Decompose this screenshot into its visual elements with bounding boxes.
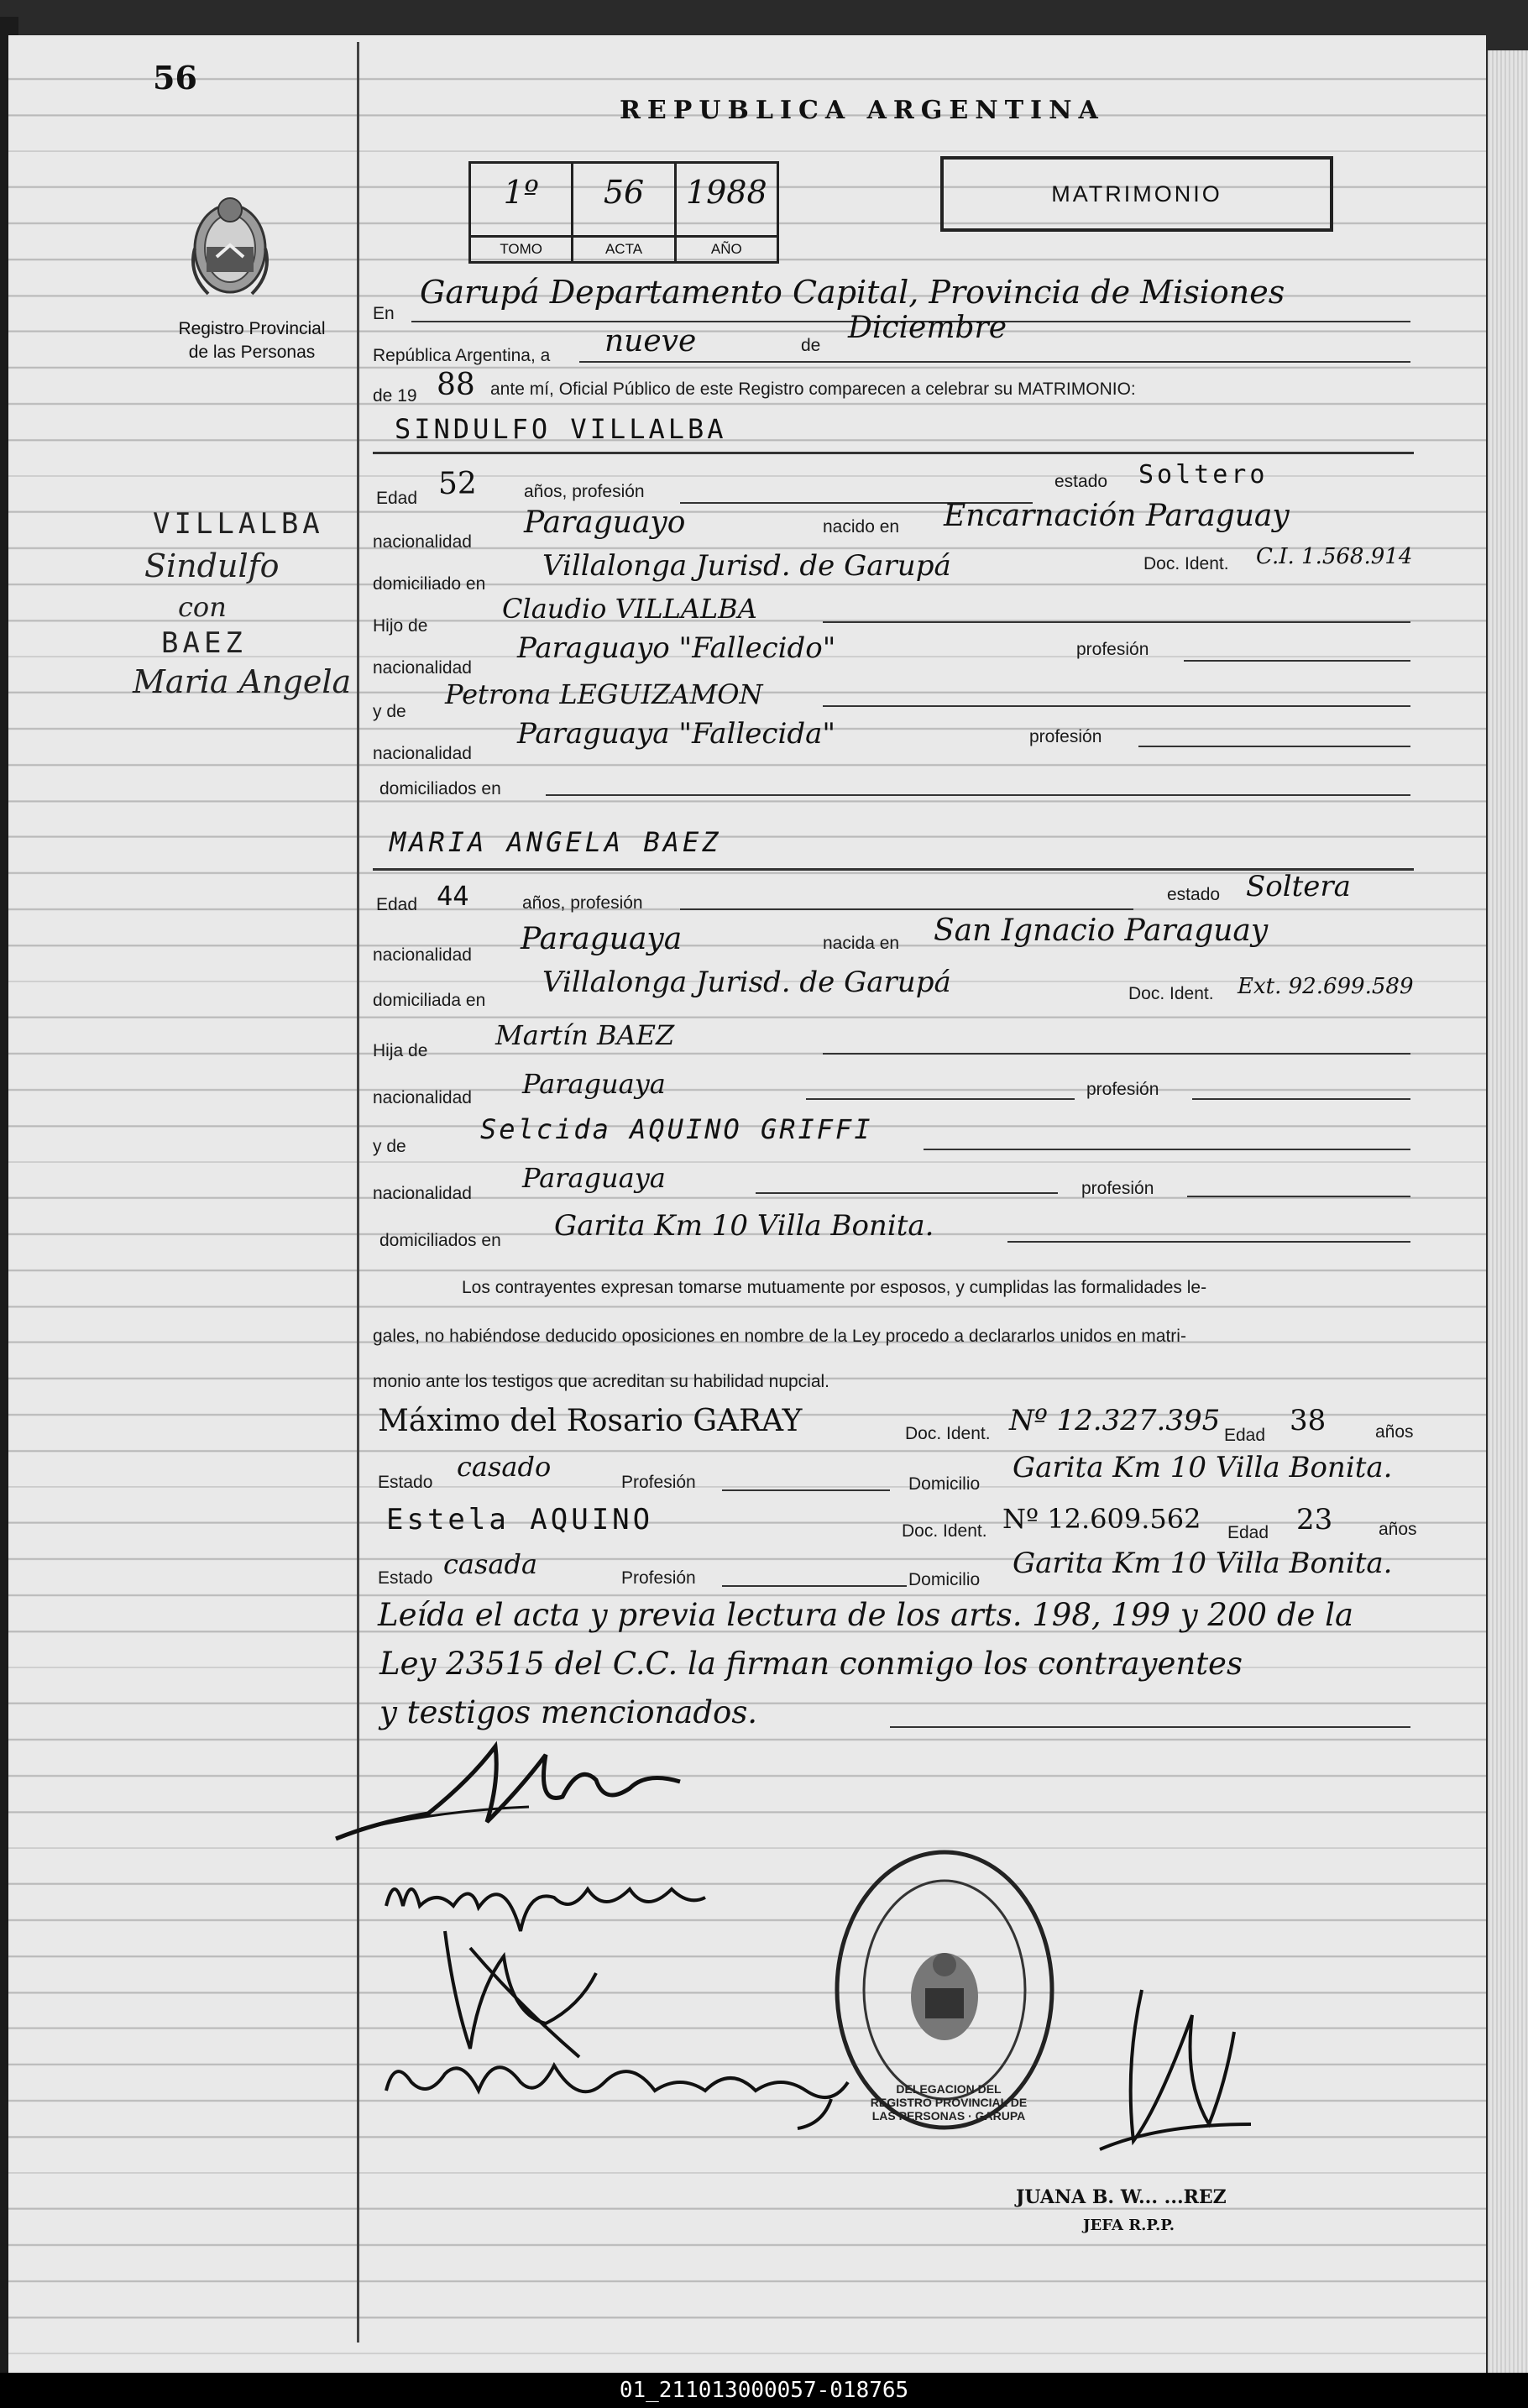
page-number: 56: [153, 59, 197, 97]
bride-father: Martín BAEZ: [495, 1019, 675, 1051]
witness2-name: Estela AQUINO: [386, 1503, 654, 1536]
bride-father-prof-label: profesión: [1086, 1080, 1159, 1099]
acta-label: ACTA: [573, 235, 673, 261]
witness2-estado: casada: [443, 1548, 538, 1580]
underline: [1184, 660, 1410, 662]
witness1-edad: 38: [1290, 1404, 1327, 1437]
groom-nacido-label: nacido en: [823, 517, 900, 537]
groom-name: SINDULFO VILLALBA: [395, 413, 727, 445]
intro-year-suffix: 88: [437, 368, 475, 402]
witness2-edad-label: Edad: [1227, 1523, 1269, 1542]
declaration-line1: Los contrayentes expresan tomarse mutuamente por esposos, y cumplidas las formalidades le-: [462, 1278, 1207, 1297]
underline: [1138, 746, 1410, 747]
officer-name: JUANA B. W... ...REZ: [1016, 2186, 1227, 2208]
bride-profesion-label: años, profesión: [522, 893, 643, 913]
underline: [722, 1489, 890, 1491]
witness1-doc: Nº 12.327.395: [1009, 1404, 1221, 1437]
underline: [756, 1192, 1058, 1194]
witness1-name: Máximo del Rosario GARAY: [378, 1404, 803, 1438]
page-edges: [1488, 50, 1528, 2373]
acta-value: 56: [603, 174, 645, 211]
groom-father: Claudio VILLALBA: [502, 593, 757, 625]
groom-edad-label: Edad: [376, 489, 418, 508]
anio-label: AÑO: [677, 235, 777, 261]
bride-nacionalidad: Paraguaya: [521, 922, 683, 956]
underline: [680, 908, 1133, 910]
groom-mother-nac-label: nacionalidad: [373, 744, 472, 763]
witness2-domicilio: Garita Km 10 Villa Bonita.: [1013, 1547, 1393, 1580]
groom-father-nac: Paraguayo "Fallecido": [517, 631, 836, 665]
witness1-estado: casado: [457, 1451, 552, 1483]
witness2-profesion-label: Profesión: [621, 1568, 696, 1588]
registry-name-line1: Registro Provincial: [178, 319, 326, 338]
witness2-edad: 23: [1296, 1503, 1333, 1536]
witness2-doc-label: Doc. Ident.: [902, 1521, 987, 1541]
bride-parents-dom-label: domiciliados en: [379, 1231, 501, 1250]
underline: [924, 1149, 1410, 1150]
groom-father-prof-label: profesión: [1076, 640, 1149, 659]
anio-value: 1988: [685, 174, 767, 211]
groom-mother-prof-label: profesión: [1029, 727, 1102, 746]
tomo-label: TOMO: [471, 235, 571, 261]
seal-text: DELEGACION DEL REGISTRO PROVINCIAL DE LAS PERSONAS · GARUPA: [870, 2082, 1028, 2123]
tomo-value: 1º: [503, 174, 539, 211]
image-caption: 01_211013000057-018765: [0, 2373, 1528, 2408]
declaration-line2: gales, no habiéndose deducido oposiciones en nombre de la Ley procedo a declararlos unidos en matri-: [373, 1327, 1186, 1346]
witness1-domicilio-label: Domicilio: [908, 1474, 981, 1494]
witness1-profesion-label: Profesión: [621, 1473, 696, 1492]
bride-parents-dom: Garita Km 10 Villa Bonita.: [554, 1209, 934, 1243]
witness1-doc-label: Doc. Ident.: [905, 1424, 991, 1443]
bride-edad: 44: [437, 880, 469, 912]
act-type-box: MATRIMONIO: [940, 156, 1333, 232]
intro-month: Diciembre: [848, 311, 1007, 345]
underline: [546, 794, 1410, 796]
underline: [823, 621, 1410, 623]
acta-cell: [573, 164, 676, 261]
intro-de-label: de: [801, 336, 821, 355]
underline: [1187, 1196, 1410, 1197]
underline: [823, 1053, 1410, 1055]
witness1-domicilio: Garita Km 10 Villa Bonita.: [1013, 1451, 1393, 1484]
groom-signature: [327, 1730, 697, 1856]
bride-mother-nac: Paraguaya: [522, 1162, 666, 1194]
bride-mother-nac-label: nacionalidad: [373, 1184, 472, 1203]
bride-edad-label: Edad: [376, 895, 418, 914]
groom-estado-label: estado: [1054, 472, 1108, 491]
declaration-line3: monio ante los testigos que acreditan su habilidad nupcial.: [373, 1372, 830, 1391]
underline: [1192, 1098, 1410, 1100]
bride-father-nac: Paraguaya: [522, 1068, 666, 1100]
margin-rule: [357, 42, 359, 2343]
bride-nacida-en: San Ignacio Paraguay: [934, 913, 1269, 948]
bride-hija-label: Hija de: [373, 1041, 428, 1060]
witness1-edad-label: Edad: [1224, 1426, 1266, 1445]
intro-en-label: En: [373, 304, 395, 323]
margin-note-firstname: Sindulfo: [144, 547, 280, 584]
country-title: REPUBLICA ARGENTINA: [620, 96, 1105, 125]
groom-estado: Soltero: [1138, 460, 1269, 489]
groom-nacido-en: Encarnación Paraguay: [944, 499, 1290, 533]
witness1-anos-label: años: [1375, 1422, 1414, 1442]
record-box: [468, 161, 779, 264]
groom-mother-nac: Paraguaya "Fallecida": [517, 717, 836, 751]
bride-nacida-label: nacida en: [823, 934, 900, 953]
intro-statement: ante mí, Oficial Público de este Registro comparecen a celebrar su MATRIMONIO:: [490, 380, 1136, 399]
witness2-domicilio-label: Domicilio: [908, 1570, 981, 1589]
groom-father-nac-label: nacionalidad: [373, 658, 472, 678]
margin-note: [133, 507, 352, 700]
groom-mother: Petrona LEGUIZAMON: [445, 678, 763, 710]
bride-estado-label: estado: [1167, 885, 1221, 904]
bride-estado: Soltera: [1246, 870, 1351, 903]
witness1-estado-label: Estado: [378, 1473, 433, 1492]
bride-doc: Ext. 92.699.589: [1238, 974, 1414, 999]
tomo-cell: [471, 164, 573, 261]
bride-mother-prof-label: profesión: [1081, 1179, 1154, 1198]
bride-father-nac-label: nacionalidad: [373, 1088, 472, 1107]
closing-line3: y testigos mencionados.: [379, 1694, 758, 1730]
bride-domicilio: Villalonga Jurisd. de Garupá: [542, 966, 951, 999]
groom-nacionalidad-label: nacionalidad: [373, 532, 472, 552]
intro-place: Garupá Departamento Capital, Provincia de Misiones: [420, 274, 1285, 311]
groom-parents-dom-label: domiciliados en: [379, 779, 501, 798]
margin-note-con: con: [178, 591, 227, 623]
groom-doc-label: Doc. Ident.: [1143, 554, 1229, 573]
closing-line2: Ley 23515 del C.C. la firman conmigo los contrayentes: [379, 1646, 1243, 1682]
witness2-doc: Nº 12.609.562: [1002, 1503, 1201, 1535]
witness2-anos-label: años: [1379, 1520, 1417, 1539]
bride-name: MARIA ANGELA BAEZ: [390, 826, 722, 858]
margin-note-firstname2: Maria Angela: [133, 663, 352, 700]
registry-name: [134, 317, 369, 364]
groom-nacionalidad: Paraguayo: [524, 505, 686, 540]
margin-note-surname: VILLALBA: [153, 507, 324, 541]
intro-republica-label: República Argentina, a: [373, 346, 551, 365]
bride-mother: Selcida AQUINO GRIFFI: [480, 1113, 873, 1145]
margin-note-surname2: BAEZ: [161, 626, 247, 660]
bride-nacionalidad-label: nacionalidad: [373, 945, 472, 965]
underline: [806, 1098, 1075, 1100]
bride-domicilio-label: domiciliada en: [373, 991, 486, 1010]
groom-edad: 52: [438, 467, 477, 501]
witness2-estado-label: Estado: [378, 1568, 433, 1588]
intro-day: nueve: [604, 324, 697, 359]
bride-yde-label: y de: [373, 1137, 406, 1156]
groom-doc: C.I. 1.568.914: [1256, 544, 1413, 569]
officer-signature: [1091, 1981, 1259, 2166]
anio-cell: [677, 164, 777, 261]
groom-domicilio: Villalonga Jurisd. de Garupá: [542, 549, 951, 583]
registry-name-line2: de las Personas: [188, 343, 316, 362]
underline: [890, 1726, 1410, 1728]
officer-title: JEFA R.P.P.: [1083, 2217, 1175, 2234]
underline: [823, 705, 1410, 707]
underline: [579, 361, 1410, 363]
closing-line1: Leída el acta y previa lectura de los arts. 198, 199 y 200 de la: [378, 1597, 1354, 1633]
intro-year-prefix: de 19: [373, 386, 417, 406]
underline: [722, 1585, 907, 1587]
groom-profesion-label: años, profesión: [524, 482, 645, 501]
underline: [1007, 1241, 1410, 1243]
groom-domicilio-label: domiciliado en: [373, 574, 486, 594]
bride-doc-label: Doc. Ident.: [1128, 984, 1214, 1003]
groom-yde-label: y de: [373, 702, 406, 721]
underline: [373, 452, 1414, 454]
coat-of-arms-icon: [183, 190, 277, 301]
groom-hijo-label: Hijo de: [373, 616, 428, 636]
witness2-signature: [378, 2032, 856, 2133]
